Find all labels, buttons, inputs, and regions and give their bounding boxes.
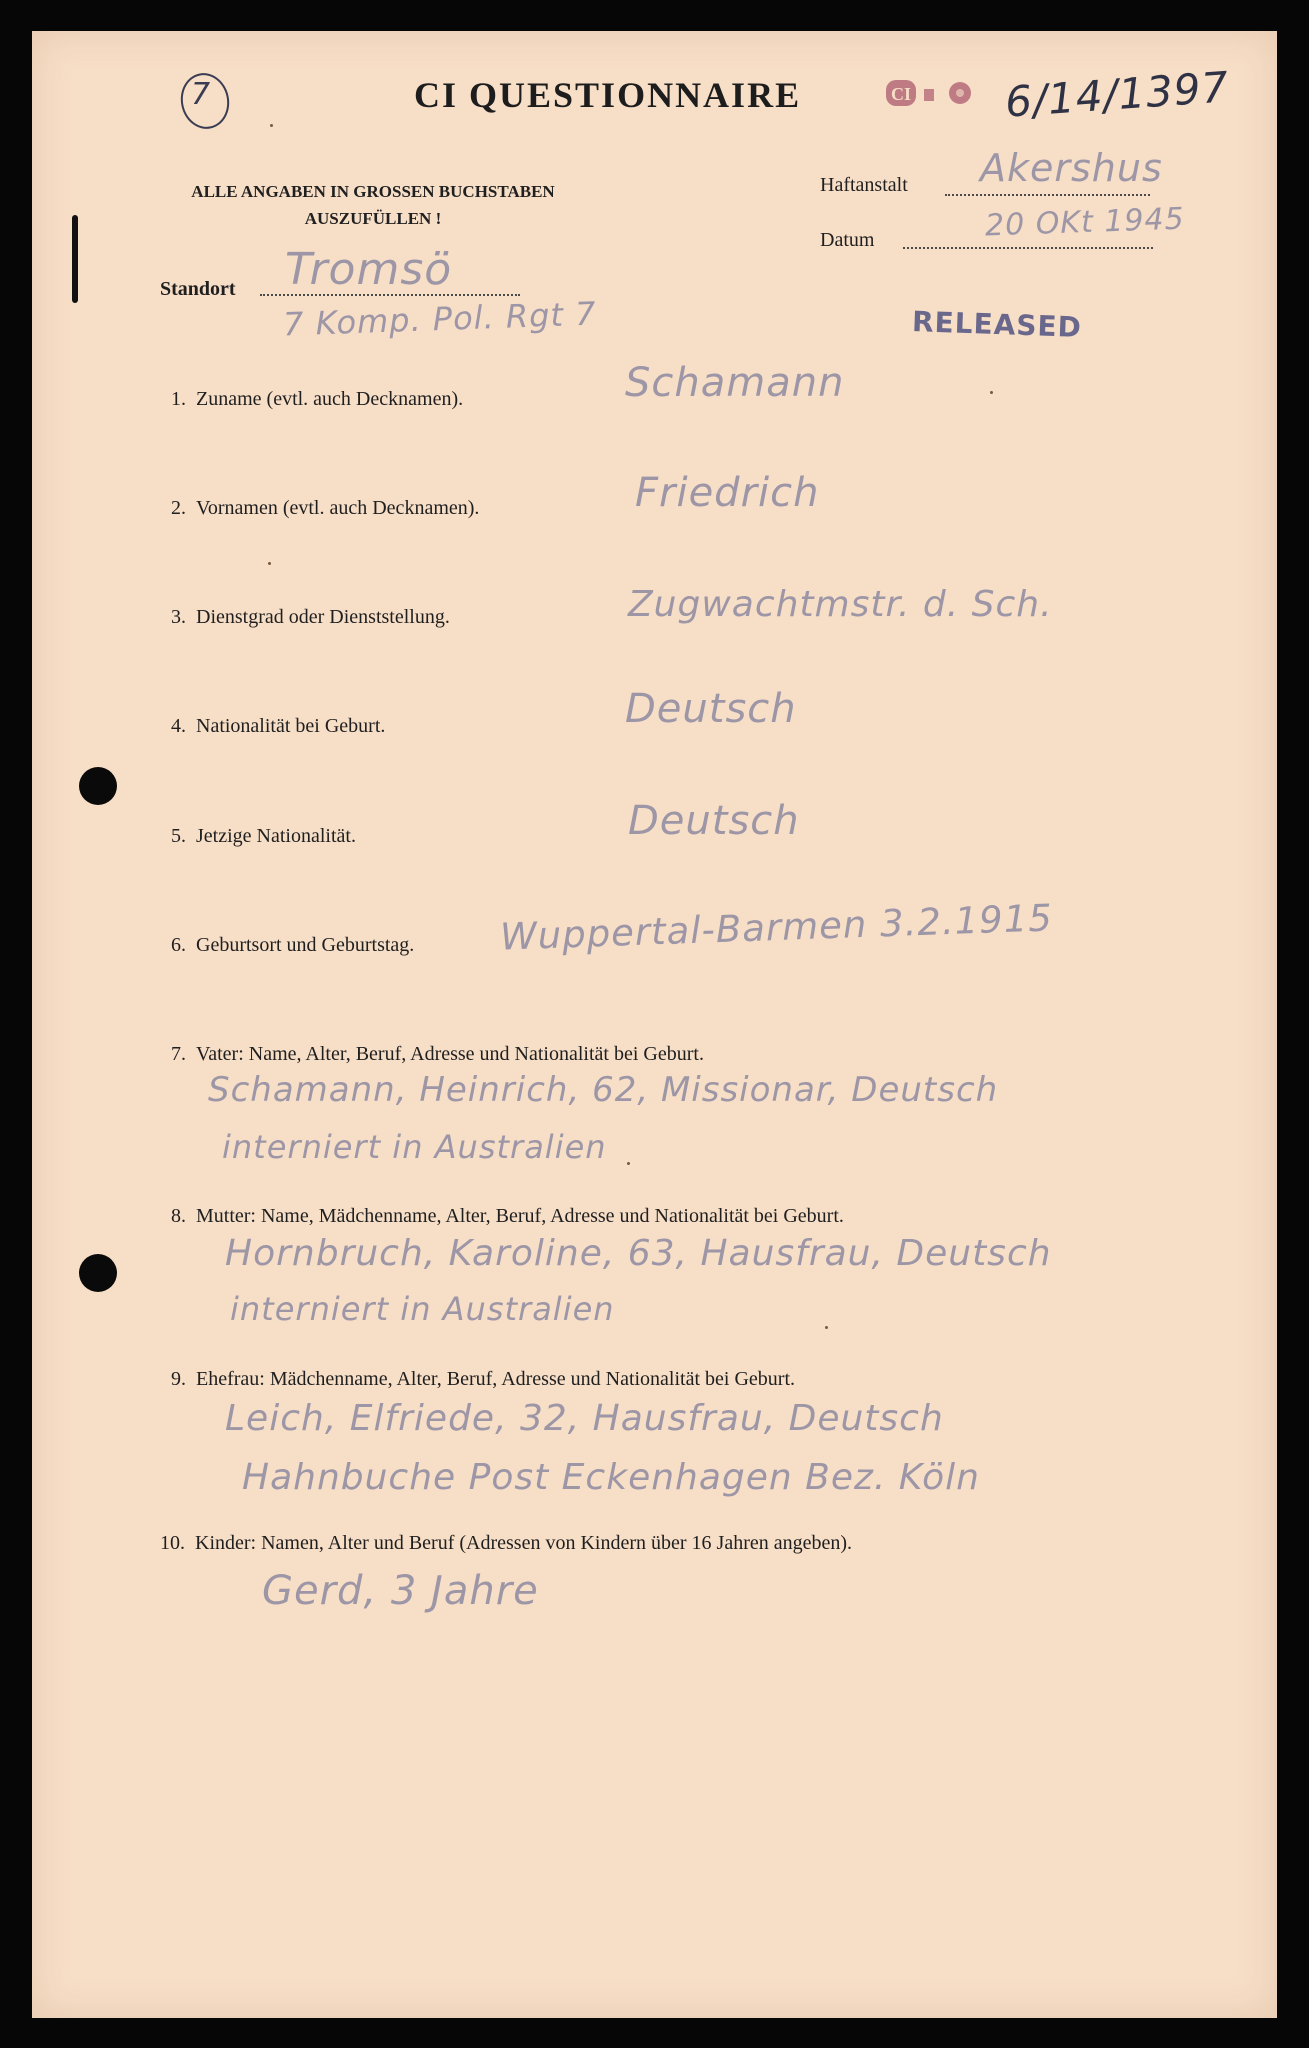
answer-7-line-1: Schamann, Heinrich, 62, Missionar, Deutsch <box>208 1070 999 1110</box>
ci-stamp-text: CI <box>890 84 912 104</box>
question-number: 1. <box>171 388 186 410</box>
paper-speck <box>268 562 271 565</box>
answer-9-line-1: Leich, Elfriede, 32, Hausfrau, Deutsch <box>225 1398 944 1439</box>
question-number: 4. <box>171 715 186 737</box>
question-number: 6. <box>171 934 186 956</box>
paper-speck <box>990 391 993 394</box>
question-label: Kinder: Namen, Alter und Beruf (Adressen von Kindern über 16 Jahren angeben). <box>195 1532 853 1554</box>
answer-5: Deutsch <box>628 798 800 844</box>
paper-speck <box>627 1162 630 1165</box>
paper-speck <box>825 1326 828 1329</box>
answer-8-line-2: interniert in Australien <box>230 1290 615 1328</box>
question-number: 8. <box>171 1205 186 1227</box>
question-label: Jetzige Nationalität. <box>196 825 356 847</box>
question-label: Nationalität bei Geburt. <box>196 715 386 737</box>
question-number: 7. <box>171 1043 186 1065</box>
binder-mark <box>72 215 78 303</box>
file-number: 6/14/1397 <box>1003 62 1231 127</box>
circled-number: 7 <box>191 77 211 112</box>
datum-label: Datum <box>820 229 875 251</box>
punch-hole-top <box>79 767 117 805</box>
question-2 <box>171 497 479 520</box>
unit-value: 7 Komp. Pol. Rgt 7 <box>282 294 598 344</box>
question-number: 9. <box>171 1368 186 1390</box>
paper-speck <box>270 124 273 127</box>
question-number: 5. <box>171 825 186 847</box>
question-10 <box>160 1532 852 1555</box>
question-label: Vornamen (evtl. auch Decknamen). <box>196 497 480 519</box>
question-5 <box>171 825 356 848</box>
standort-label: Standort <box>160 278 236 300</box>
released-stamp: RELEASED <box>911 305 1083 344</box>
question-number: 3. <box>171 606 186 628</box>
ci-stamp-icon <box>884 76 976 110</box>
answer-8-line-1: Hornbruch, Karoline, 63, Hausfrau, Deutsch <box>225 1233 1052 1274</box>
question-label: Zuname (evtl. auch Decknamen). <box>196 388 464 410</box>
standort-value: Tromsö <box>285 244 453 295</box>
question-number: 2. <box>171 497 186 519</box>
haftanstalt-label: Haftanstalt <box>820 174 908 196</box>
question-9 <box>171 1368 795 1391</box>
question-label: Vater: Name, Alter, Beruf, Adresse und Nationalität bei Geburt. <box>196 1043 704 1065</box>
question-label: Geburtsort und Geburtstag. <box>196 934 415 956</box>
question-7 <box>171 1043 704 1066</box>
question-6 <box>171 934 414 957</box>
question-label: Dienstgrad oder Dienststellung. <box>196 606 450 628</box>
answer-3: Zugwachtmstr. d. Sch. <box>628 584 1053 625</box>
answer-10: Gerd, 3 Jahre <box>262 1568 539 1614</box>
question-4 <box>171 715 385 738</box>
answer-1: Schamann <box>625 360 845 406</box>
punch-hole-bottom <box>79 1254 117 1292</box>
answer-2: Friedrich <box>635 470 820 516</box>
answer-7-line-2: interniert in Australien <box>222 1128 607 1166</box>
questionnaire-sheet <box>32 31 1277 2018</box>
question-label: Ehefrau: Mädchenname, Alter, Beruf, Adresse und Nationalität bei Geburt. <box>196 1368 796 1390</box>
question-3 <box>171 606 450 629</box>
page-title: CI QUESTIONNAIRE <box>414 75 802 115</box>
datum-value: 20 OKt 1945 <box>984 201 1186 244</box>
haftanstalt-value: Akershus <box>980 146 1163 190</box>
question-number: 10. <box>160 1532 185 1554</box>
instruction-text: ALLE ANGABEN IN GROSSEN BUCHSTABEN AUSZUFÜLLEN ! <box>191 182 555 228</box>
answer-6: Wuppertal-Barmen 3.2.1915 <box>499 896 1054 959</box>
question-1 <box>171 388 463 411</box>
answer-4: Deutsch <box>625 686 797 732</box>
answer-9-line-2: Hahnbuche Post Eckenhagen Bez. Köln <box>242 1457 980 1498</box>
datum-line <box>903 247 1153 249</box>
question-label: Mutter: Name, Mädchenname, Alter, Beruf, Adresse und Nationalität bei Geburt. <box>196 1205 844 1227</box>
question-8 <box>171 1205 844 1228</box>
haftanstalt-line <box>945 194 1150 196</box>
